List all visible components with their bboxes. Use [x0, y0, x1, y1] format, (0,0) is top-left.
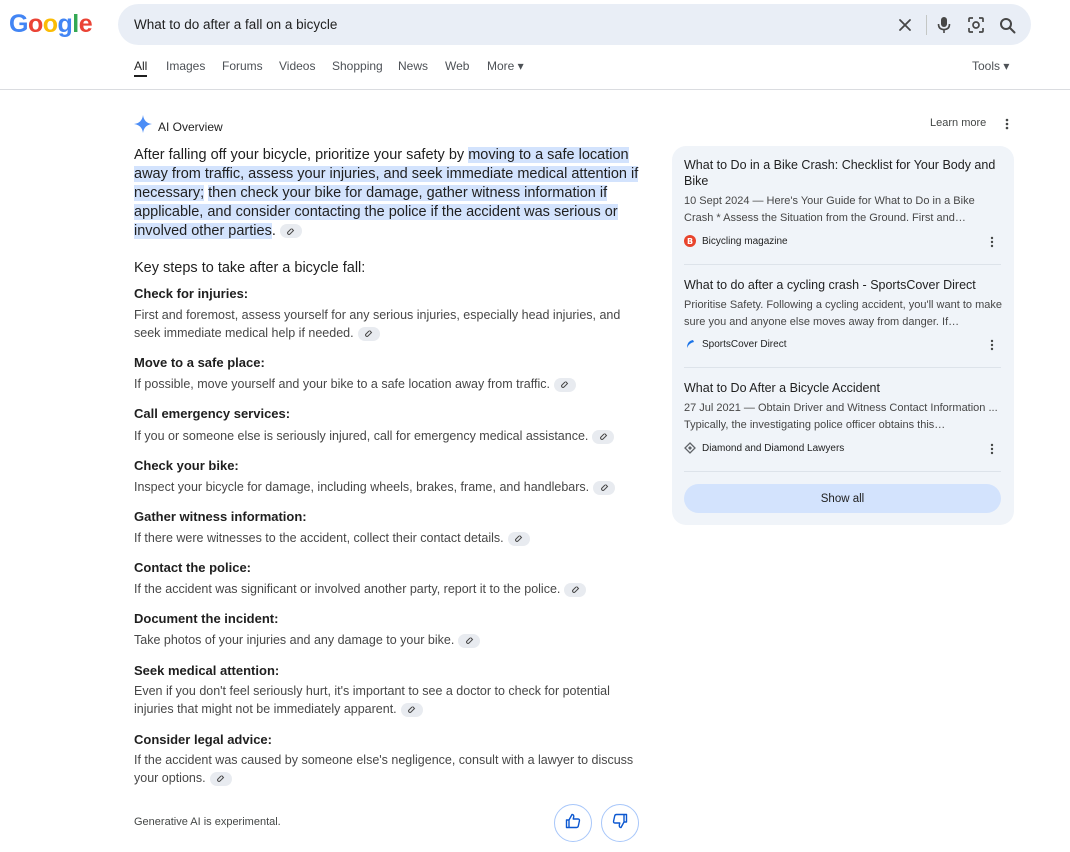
ai-summary: [134, 146, 644, 241]
camera-lens-icon[interactable]: [966, 15, 986, 35]
step-heading: Check for injuries:: [134, 286, 249, 301]
step-text: If the accident was significant or involved another party, report it to the police.: [134, 582, 561, 596]
learn-more-link[interactable]: Learn more: [930, 117, 987, 129]
google-logo[interactable]: [9, 10, 92, 39]
source-site: [684, 235, 788, 247]
bicycling-favicon: [684, 235, 696, 247]
link-icon[interactable]: [554, 378, 576, 392]
step-body: [134, 306, 644, 342]
tab-images[interactable]: Images: [166, 59, 206, 73]
search-bar: [118, 4, 1031, 45]
tab-videos[interactable]: Videos: [279, 59, 316, 73]
active-tab-indicator: [134, 75, 147, 77]
step-heading: Check your bike:: [134, 458, 239, 473]
summary-end: .: [271, 223, 276, 239]
step-text: If you or someone else is seriously injured, call for emergency medical assistance.: [134, 429, 589, 443]
step-heading: Contact the police:: [134, 560, 252, 575]
source-site-name: Bicycling magazine: [702, 235, 788, 247]
step-heading: Seek medical attention:: [134, 663, 280, 678]
link-icon[interactable]: [564, 583, 586, 597]
source-divider: [684, 471, 1001, 472]
sources-panel: [672, 146, 1014, 525]
step-heading: Call emergency services:: [134, 406, 291, 421]
step-text: Inspect your bicycle for damage, including wheels, brakes, frame, and handlebars.: [134, 480, 590, 494]
show-all-button[interactable]: Show all: [684, 484, 1001, 513]
summary-highlight: moving to a safe location away from traffic, assess your injuries, and seek immediate medical attention if necessary;: [134, 147, 639, 201]
thumbs-down-button[interactable]: [601, 804, 639, 842]
step-body: [134, 580, 644, 598]
steps-title: Key steps to take after a bicycle fall:: [134, 260, 366, 276]
logo-letter: e: [78, 10, 93, 38]
source-card[interactable]: [684, 380, 1004, 434]
search-icon[interactable]: [997, 15, 1017, 35]
link-icon[interactable]: [593, 481, 615, 495]
step-body: [134, 631, 644, 649]
logo-letter: l: [72, 10, 79, 38]
link-icon[interactable]: [210, 772, 232, 786]
source-title[interactable]: What to do after a cycling crash - SportsCover Direct: [684, 278, 976, 292]
svg-text:B: B: [687, 237, 694, 245]
logo-letter: G: [9, 10, 28, 38]
step-text: If the accident was caused by someone else's negligence, consult with a lawyer to discuss your options.: [134, 753, 634, 785]
step-heading: Move to a safe place:: [134, 355, 265, 370]
search-divider: [926, 15, 927, 35]
link-icon[interactable]: [358, 327, 380, 341]
thumbs-up-button[interactable]: [554, 804, 592, 842]
diamond-favicon: [684, 442, 696, 454]
generative-ai-disclaimer: Generative AI is experimental.: [134, 816, 281, 828]
source-options-icon[interactable]: [985, 442, 999, 456]
logo-letter: o: [42, 10, 58, 38]
step-text: First and foremost, assess yourself for any serious injuries, especially head injuries, and seek immediate medical help if needed.: [134, 308, 621, 340]
source-snippet: Prioritise Safety. Following a cycling accident, you'll want to make sure you and anyone else moves away from danger. If…: [684, 299, 1002, 328]
logo-letter: g: [57, 10, 73, 38]
step-text: Take photos of your injuries and any damage to your bike.: [134, 633, 455, 647]
step-body: [134, 682, 644, 718]
step-heading: Document the incident:: [134, 611, 279, 626]
source-title[interactable]: What to Do in a Bike Crash: Checklist for Your Body and Bike: [684, 158, 996, 188]
source-divider: [684, 264, 1001, 265]
link-icon[interactable]: [280, 224, 302, 238]
source-title[interactable]: What to Do After a Bicycle Accident: [684, 381, 880, 395]
microphone-icon[interactable]: [934, 15, 954, 35]
source-card[interactable]: [684, 277, 1004, 331]
tab-all[interactable]: All: [134, 59, 148, 73]
source-card[interactable]: [684, 157, 1004, 227]
source-site: [684, 338, 786, 350]
step-text: If possible, move yourself and your bike to a safe location away from traffic.: [134, 377, 550, 391]
step-text: If there were witnesses to the accident, collect their contact details.: [134, 531, 504, 545]
source-options-icon[interactable]: [985, 338, 999, 352]
thumbs-down-icon: [612, 813, 628, 834]
thumbs-up-icon: [565, 813, 581, 834]
source-divider: [684, 367, 1001, 368]
link-icon[interactable]: [508, 532, 530, 546]
header-divider: [0, 89, 1070, 90]
source-snippet: 27 Jul 2021 — Obtain Driver and Witness Contact Information ... Typically, the investigating police officer obtains this…: [684, 402, 998, 431]
step-heading: Gather witness information:: [134, 509, 307, 524]
step-text: Even if you don't feel seriously hurt, it's important to see a doctor to check for potential injuries that might not be immediately apparent.: [134, 684, 610, 716]
tools-button[interactable]: Tools ▾: [972, 59, 1010, 73]
ai-overview-label: AI Overview: [158, 119, 223, 134]
clear-icon[interactable]: [895, 15, 915, 35]
ai-overview-header: [134, 115, 223, 138]
source-site-name: Diamond and Diamond Lawyers: [702, 442, 845, 454]
step-body: [134, 751, 644, 787]
tab-forums[interactable]: Forums: [222, 59, 263, 73]
source-options-icon[interactable]: [985, 235, 999, 249]
step-body: [134, 375, 644, 393]
tab-shopping[interactable]: Shopping: [332, 59, 383, 73]
summary-text: After falling off your bicycle, prioritize your safety by: [134, 147, 469, 163]
link-icon[interactable]: [592, 430, 614, 444]
tab-more[interactable]: More ▾: [487, 59, 524, 73]
summary-highlight: then check your bike for damage, gather witness information if applicable, and consider contacting the police if the accident was serious or involved other parties: [134, 185, 618, 239]
source-snippet: 10 Sept 2024 — Here's Your Guide for What to Do in a Bike Crash * Assess the Situation from the Ground. First and…: [684, 195, 975, 224]
sportscover-favicon: [684, 338, 696, 350]
logo-letter: o: [27, 10, 43, 38]
more-options-icon[interactable]: [1000, 117, 1014, 131]
step-body: [134, 427, 644, 445]
step-heading: Consider legal advice:: [134, 732, 272, 747]
link-icon[interactable]: [401, 703, 423, 717]
step-body: [134, 478, 644, 496]
step-body: [134, 529, 644, 547]
source-site-name: SportsCover Direct: [702, 338, 787, 350]
source-site: [684, 442, 844, 454]
search-input[interactable]: [134, 4, 874, 45]
link-icon[interactable]: [458, 634, 480, 648]
sparkle-icon: [134, 115, 152, 138]
tab-news[interactable]: News: [398, 59, 429, 73]
tab-web[interactable]: Web: [445, 59, 470, 73]
